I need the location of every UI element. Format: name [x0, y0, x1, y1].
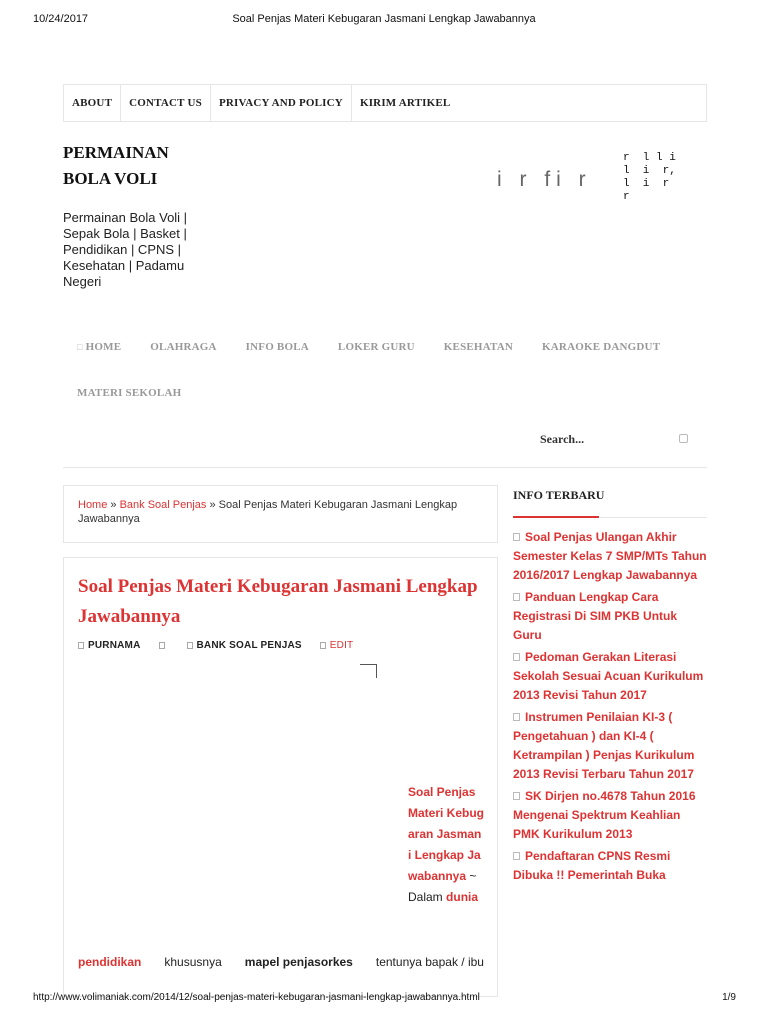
search-box[interactable] [540, 428, 708, 450]
sidebar-list [513, 528, 707, 885]
search-input[interactable]: Search... [540, 432, 585, 446]
sidebar-item-label: Soal Penjas Ulangan Akhir Semester Kelas 7 SMP/MTs Tahun 2016/2017 Lengkap Jawabannya [513, 530, 707, 582]
sidebar-item[interactable] [513, 528, 707, 585]
lead-keyword-link[interactable]: Soal Penjas Materi Kebugaran Jasmani Lengkap Jawabannya [408, 785, 485, 883]
sidebar-item-label: SK Dirjen no.4678 Tahun 2016 Mengenai Spektrum Keahlian PMK Kurikulum 2013 [513, 789, 696, 841]
sidebar-title [513, 488, 707, 518]
bullet-icon [513, 713, 520, 721]
breadcrumb-category[interactable]: Bank Soal Penjas [119, 499, 207, 511]
print-page-number: 1/9 [722, 992, 736, 1003]
meta-date [159, 642, 169, 649]
sidebar-item[interactable] [513, 708, 707, 784]
meta-author-label: PURNAMA [88, 640, 141, 651]
body-strong: mapel penjasorkes [244, 955, 353, 969]
top-nav-privacy[interactable]: PRIVACY AND POLICY [211, 84, 352, 122]
body-keyword-pendidikan[interactable]: pendidikan [78, 955, 142, 969]
article [63, 557, 498, 997]
print-date: 10/24/2017 [33, 13, 89, 25]
sidebar-item-label: Panduan Lengkap Cara Registrasi Di SIM PKB Untuk Guru [513, 590, 678, 642]
meta-category-label: BANK SOAL PENJAS [196, 640, 302, 651]
breadcrumb-current: Soal Penjas Materi Kebugaran Jasmani Lengkap Jawabannya [78, 499, 458, 525]
site-description: Permainan Bola Voli | Sepak Bola | Basket | Pendidikan | CPNS | Kesehatan | Padamu Negeri [63, 210, 188, 289]
article-meta [78, 640, 371, 651]
main-nav [63, 330, 703, 410]
bullet-icon [513, 852, 520, 860]
sidebar-item[interactable] [513, 787, 707, 844]
main-nav-karaoke-dangdut[interactable]: KARAOKE DANGDUT [542, 341, 661, 353]
sidebar-title-label: INFO TERBARU [513, 488, 605, 502]
main-nav-home[interactable] [77, 341, 121, 353]
header-divider [63, 467, 707, 468]
sidebar-item-label: Pendaftaran CPNS Resmi Dibuka !! Pemerintah Buka [513, 849, 671, 882]
meta-author[interactable] [78, 640, 141, 651]
main-nav-kesehatan[interactable]: KESEHATAN [443, 341, 514, 353]
article-lead [408, 782, 484, 908]
header-banner-glyphs-2: r l l i l i r, l i r r [623, 152, 676, 203]
top-nav-kirim-artikel[interactable]: KIRIM ARTIKEL [359, 97, 451, 109]
sidebar [513, 488, 707, 888]
main-nav-loker-guru[interactable]: LOKER GURU [337, 341, 415, 353]
body-text-1: khususnya [164, 955, 222, 969]
bullet-icon [513, 593, 520, 601]
lead-text: ~ Dalam [408, 869, 477, 904]
image-placeholder-corner [360, 664, 377, 678]
top-nav-contact[interactable]: CONTACT US [121, 84, 211, 122]
edit-icon [320, 642, 326, 649]
main-nav-olahraga[interactable]: OLAHRAGA [150, 341, 217, 353]
calendar-icon [159, 642, 165, 649]
breadcrumb-home[interactable]: Home [78, 499, 108, 511]
bullet-icon [513, 792, 520, 800]
meta-category[interactable] [187, 640, 302, 651]
sidebar-item[interactable] [513, 847, 707, 885]
sidebar-rule [513, 517, 707, 518]
print-footer [0, 992, 768, 1008]
header-banner-glyphs: i r fi r [497, 168, 592, 191]
print-url: http://www.volimaniak.com/2014/12/soal-penjas-materi-kebugaran-jasmani-lengkap-jawabannya.html [33, 992, 480, 1003]
sidebar-item-label: Pedoman Gerakan Literasi Sekolah Sesuai Acuan Kurikulum 2013 Revisi Tahun 2017 [513, 650, 704, 702]
home-icon: □ [77, 342, 83, 352]
print-header [0, 13, 768, 29]
print-title: Soal Penjas Materi Kebugaran Jasmani Lengkap Jawabannya [232, 13, 536, 25]
breadcrumb-sep: » [107, 499, 120, 511]
folder-icon [187, 642, 193, 649]
bullet-icon [513, 653, 520, 661]
site-title[interactable]: PERMAINAN BOLA VOLI [63, 143, 169, 188]
main-nav-home-label: HOME [85, 341, 122, 353]
bullet-icon [513, 533, 520, 541]
sidebar-item[interactable] [513, 588, 707, 645]
article-title: Soal Penjas Materi Kebugaran Jasmani Lengkap Jawabannya [78, 576, 478, 627]
breadcrumb-sep-2: » [206, 499, 219, 511]
meta-edit[interactable] [320, 640, 354, 651]
search-icon[interactable] [679, 434, 688, 443]
breadcrumb [63, 485, 498, 543]
lead-keyword-2[interactable]: dunia [446, 890, 479, 904]
sidebar-item-label: Instrumen Penilaian KI-3 ( Pengetahuan ) dan KI-4 ( Ketrampilan ) Penjas Kurikulum 2013 Revisi Terbaru Tahun 2017 [513, 710, 695, 781]
main-nav-materi-sekolah[interactable]: MATERI SEKOLAH [77, 387, 182, 399]
top-nav [63, 84, 707, 122]
sidebar-item[interactable] [513, 648, 707, 705]
top-nav-about[interactable]: ABOUT [64, 84, 121, 122]
article-body-line [78, 952, 484, 972]
body-text-2: tentunya bapak / ibu [375, 955, 484, 969]
user-icon [78, 642, 84, 649]
meta-edit-label: EDIT [329, 640, 354, 651]
main-nav-info-bola[interactable]: INFO BOLA [245, 341, 309, 353]
